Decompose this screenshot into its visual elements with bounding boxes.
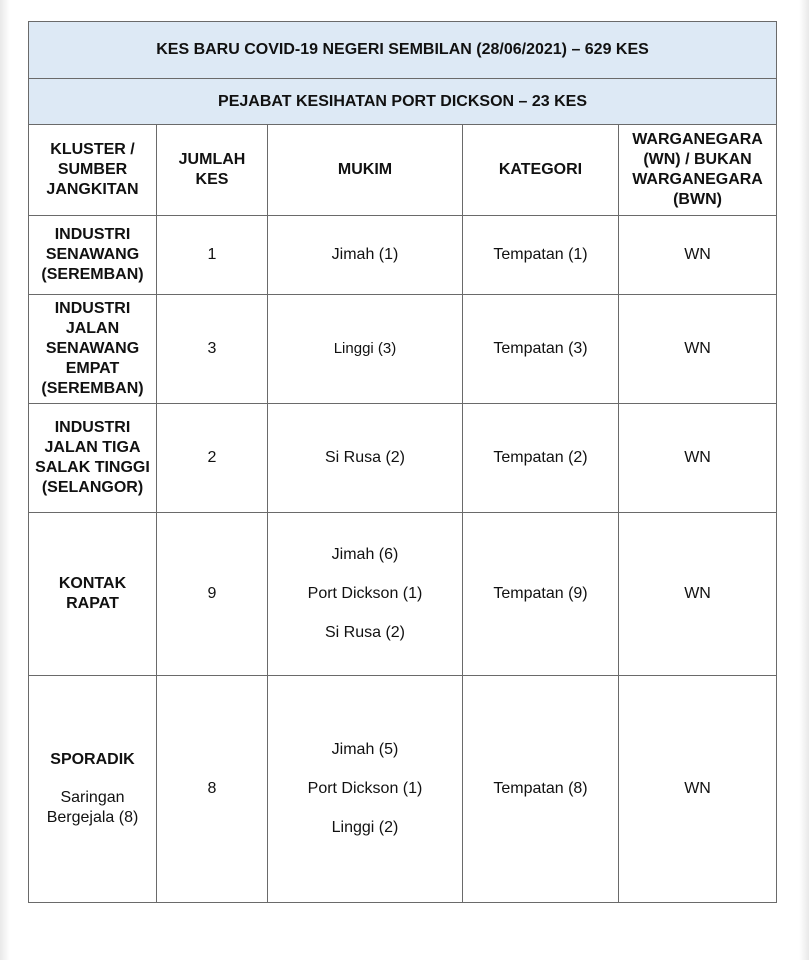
mukim-item: Si Rusa (2) xyxy=(324,449,406,466)
cluster-note: Saringan Bergejala (8) xyxy=(46,789,139,826)
citizenship-cell: WN xyxy=(619,216,777,295)
header-mukim: MUKIM xyxy=(268,125,463,216)
table-row xyxy=(29,216,777,295)
citizenship-cell: WN xyxy=(619,404,777,513)
mukim-item: Port Dickson (1) xyxy=(307,780,423,797)
total-cell: 8 xyxy=(157,676,268,903)
covid-case-table xyxy=(28,21,777,903)
cluster-name: SPORADIK xyxy=(50,751,135,768)
total-cell: 3 xyxy=(157,295,268,404)
category-cell: Tempatan (2) xyxy=(463,404,619,513)
mukim-cell xyxy=(268,216,463,295)
cluster-cell: INDUSTRI SENAWANG (SEREMBAN) xyxy=(29,216,157,295)
table-row xyxy=(29,513,777,676)
mukim-item: Port Dickson (1) xyxy=(307,585,423,602)
table-title: KES BARU COVID-19 NEGERI SEMBILAN (28/06/2021) – 629 KES xyxy=(29,22,777,79)
mukim-item: Jimah (5) xyxy=(331,741,399,758)
citizenship-cell: WN xyxy=(619,676,777,903)
category-cell: Tempatan (1) xyxy=(463,216,619,295)
mukim-item: Jimah (1) xyxy=(331,246,399,263)
header-cluster: KLUSTER / SUMBER JANGKITAN xyxy=(29,125,157,216)
total-cell: 1 xyxy=(157,216,268,295)
mukim-item: Linggi (3) xyxy=(333,340,397,357)
mukim-cell xyxy=(268,295,463,404)
category-cell: Tempatan (9) xyxy=(463,513,619,676)
header-total: JUMLAH KES xyxy=(157,125,268,216)
total-cell: 2 xyxy=(157,404,268,513)
table-row xyxy=(29,404,777,513)
cluster-cell: INDUSTRI JALAN TIGA SALAK TINGGI (SELANGOR) xyxy=(29,404,157,513)
mukim-cell xyxy=(268,676,463,903)
mukim-item: Linggi (2) xyxy=(331,819,399,836)
table-row xyxy=(29,676,777,903)
mukim-item: Si Rusa (2) xyxy=(324,624,406,641)
table-row xyxy=(29,295,777,404)
category-cell: Tempatan (3) xyxy=(463,295,619,404)
mukim-cell xyxy=(268,513,463,676)
category-cell: Tempatan (8) xyxy=(463,676,619,903)
mukim-cell xyxy=(268,404,463,513)
total-cell: 9 xyxy=(157,513,268,676)
table-subtitle: PEJABAT KESIHATAN PORT DICKSON – 23 KES xyxy=(29,79,777,125)
cluster-cell: KONTAK RAPAT xyxy=(29,513,157,676)
cluster-cell: INDUSTRI JALAN SENAWANG EMPAT (SEREMBAN) xyxy=(29,295,157,404)
header-citizenship: WARGANEGARA (WN) / BUKAN WARGANEGARA (BWN) xyxy=(619,125,777,216)
mukim-item: Jimah (6) xyxy=(331,546,399,563)
cluster-cell xyxy=(29,676,157,903)
citizenship-cell: WN xyxy=(619,295,777,404)
header-category: KATEGORI xyxy=(463,125,619,216)
citizenship-cell: WN xyxy=(619,513,777,676)
